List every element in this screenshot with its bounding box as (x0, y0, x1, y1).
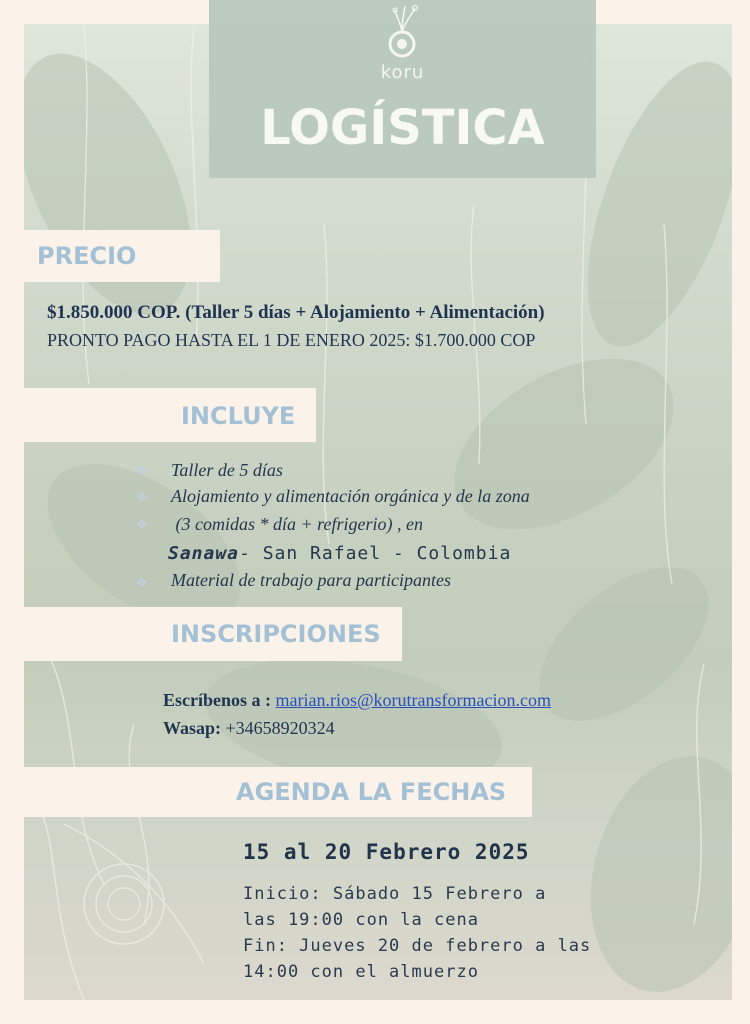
phone-label: Wasap: (163, 718, 222, 738)
page-title: LOGÍSTICA (260, 100, 545, 156)
include-item: Alojamiento y alimentación orgánica y de la zona (171, 486, 530, 506)
schedule-line: Inicio: Sábado 15 Febrero a (243, 884, 547, 904)
email-label: Escríbenos a : (163, 690, 271, 710)
diamond-bullet-icon: ❖ (136, 490, 148, 505)
header-block (209, 0, 596, 178)
include-item: Taller de 5 días (171, 460, 283, 480)
schedule-line: 14:00 con el almuerzo (243, 962, 479, 982)
location-line (168, 543, 511, 564)
email-link[interactable]: marian.rios@korutransformacion.com (275, 690, 551, 710)
diamond-bullet-icon: ❖ (136, 464, 148, 479)
inscripciones-heading: INSCRIPCIONES (171, 620, 381, 648)
phone-number: +34658920324 (225, 718, 335, 738)
schedule-line: las 19:00 con la cena (243, 910, 479, 930)
precio-heading: PRECIO (37, 242, 137, 270)
location-place: - San Rafael - Colombia (239, 543, 512, 564)
include-item: Material de trabajo para participantes (171, 570, 451, 590)
agenda-heading: AGENDA LA FECHAS (236, 778, 507, 806)
brand-name: koru (380, 62, 425, 83)
include-item: (3 comidas * día + refrigerio) , en (171, 514, 423, 534)
phone-line (163, 718, 335, 739)
diamond-bullet-icon: ❖ (136, 576, 148, 591)
price-early: PRONTO PAGO HASTA EL 1 DE ENERO 2025: $1.700.000 COP (47, 330, 536, 350)
price-main: $1.850.000 COP. (Taller 5 días + Alojamiento + Alimentación) (47, 302, 545, 323)
event-dates: 15 al 20 Febrero 2025 (243, 840, 530, 864)
location-name: Sanawa (168, 543, 240, 564)
email-line (163, 690, 551, 711)
diamond-bullet-icon: ❖ (136, 518, 148, 533)
incluye-heading: INCLUYE (181, 402, 296, 430)
schedule-line: Fin: Jueves 20 de febrero a las (243, 936, 592, 956)
